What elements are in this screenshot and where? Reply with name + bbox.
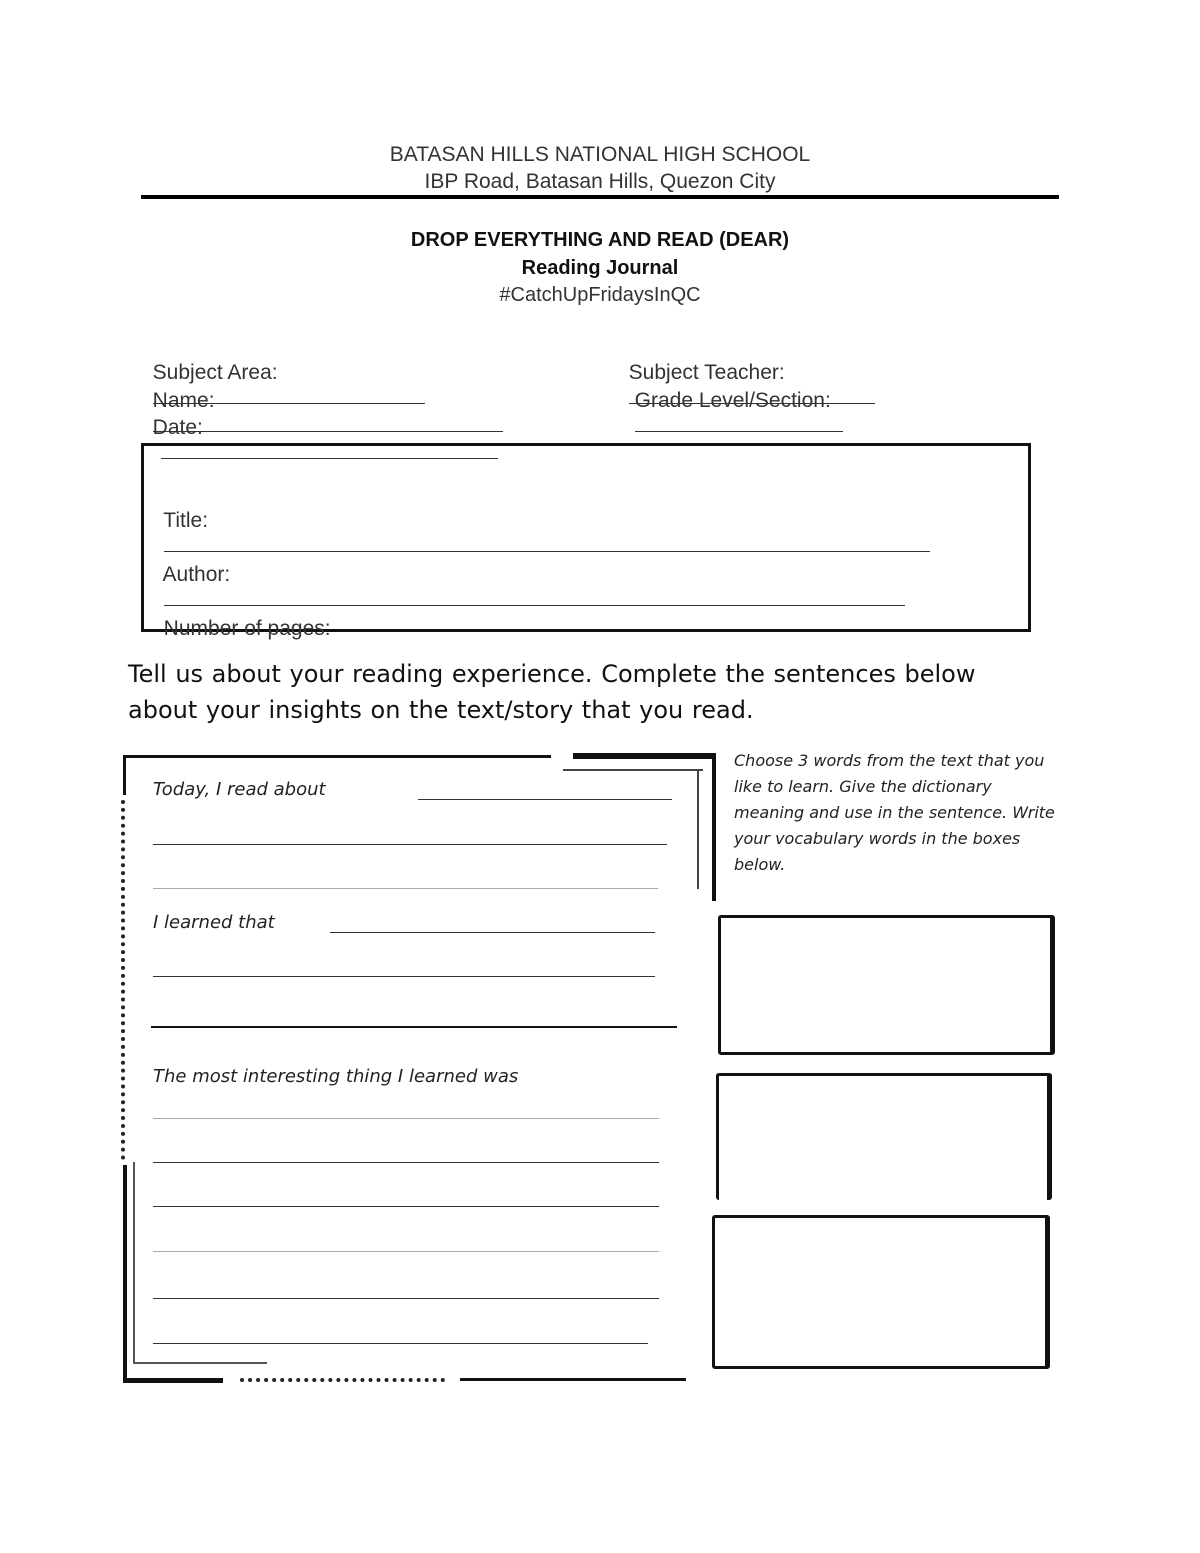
prompt-today-i-read: Today, I read about bbox=[153, 779, 326, 800]
header-divider bbox=[141, 195, 1059, 199]
writing-line[interactable] bbox=[153, 976, 655, 977]
date-label: Date: bbox=[152, 416, 203, 439]
book-pages-field bbox=[152, 593, 331, 641]
writing-line[interactable] bbox=[153, 1118, 659, 1119]
name-label: Name: bbox=[152, 389, 215, 412]
prompt-most-interesting: The most interesting thing I learned was bbox=[153, 1066, 519, 1087]
frame-left-top bbox=[123, 755, 126, 795]
vocabulary-box-2[interactable] bbox=[716, 1073, 1052, 1200]
writing-line[interactable] bbox=[153, 844, 667, 845]
book-author-label: Author: bbox=[162, 563, 231, 586]
writing-line[interactable] bbox=[153, 1162, 659, 1163]
vocabulary-box-1[interactable] bbox=[718, 915, 1055, 1055]
writing-line[interactable] bbox=[153, 1251, 659, 1252]
frame-right-inner bbox=[697, 769, 699, 889]
frame-right-outer bbox=[712, 755, 716, 901]
grade-level-field bbox=[623, 365, 843, 438]
frame-left-bottom bbox=[123, 1165, 127, 1383]
school-name: BATASAN HILLS NATIONAL HIGH SCHOOL bbox=[389, 143, 811, 166]
writing-line[interactable] bbox=[153, 1298, 659, 1299]
writing-line[interactable] bbox=[330, 932, 655, 933]
book-title-label: Title: bbox=[163, 509, 209, 532]
writing-line[interactable] bbox=[418, 799, 672, 800]
program-hashtag: #CatchUpFridaysInQC bbox=[499, 284, 701, 306]
reading-instructions: Tell us about your reading experience. Complete the sentences below about your insights on the text/story that you read. bbox=[128, 660, 976, 724]
vocabulary-instructions: Choose 3 words from the text that you like to learn. Give the dictionary meaning and use in the sentence. Write your vocabulary words in the boxes below. bbox=[734, 751, 1055, 874]
grade-level-blank[interactable] bbox=[635, 413, 843, 432]
program-title: DROP EVERYTHING AND READ (DEAR) bbox=[410, 229, 790, 251]
writing-line[interactable] bbox=[153, 1206, 659, 1207]
frame-top-left bbox=[123, 755, 551, 758]
subject-teacher-label: Subject Teacher: bbox=[628, 361, 785, 384]
writing-line[interactable] bbox=[153, 1343, 648, 1344]
writing-line[interactable] bbox=[151, 1026, 677, 1028]
grade-level-label: Grade Level/Section: bbox=[634, 389, 831, 412]
frame-left-dotted bbox=[121, 800, 125, 1160]
frame-bottom-right bbox=[460, 1378, 686, 1381]
frame-bottom-dotted bbox=[240, 1378, 445, 1382]
frame-left-inner bbox=[133, 1162, 135, 1362]
book-pages-label: Number of pages: bbox=[163, 617, 331, 640]
program-subtitle: Reading Journal bbox=[521, 257, 679, 279]
prompt-i-learned-that: I learned that bbox=[153, 912, 275, 933]
school-address: IBP Road, Batasan Hills, Quezon City bbox=[424, 170, 776, 193]
writing-line[interactable] bbox=[153, 888, 658, 889]
frame-inner-top bbox=[563, 769, 703, 771]
subject-area-label: Subject Area: bbox=[152, 361, 278, 384]
frame-bottom-inner bbox=[133, 1362, 267, 1364]
vocabulary-box-3[interactable] bbox=[712, 1215, 1050, 1369]
frame-bottom-left bbox=[123, 1378, 223, 1383]
frame-top-right bbox=[573, 753, 716, 759]
